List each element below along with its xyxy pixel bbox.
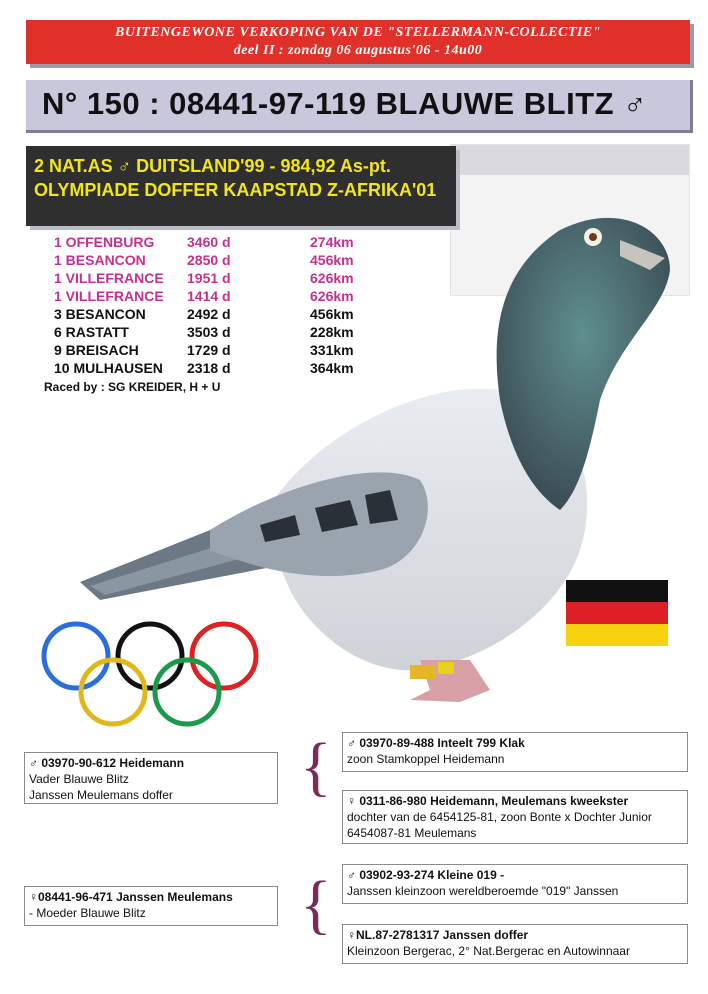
ff-desc: zoon Stamkoppel Heidemann — [347, 752, 505, 766]
result-distance: 456km — [310, 306, 354, 322]
result-place: 1 BESANCON — [54, 252, 146, 268]
father-desc: Janssen Meulemans doffer — [29, 788, 173, 802]
fm-ring: ♀ 0311-86-980 Heidemann, Meulemans kweekster — [347, 794, 629, 808]
pedigree-granddam-maternal — [342, 924, 688, 964]
result-distance: 228km — [310, 324, 354, 340]
pedigree-father — [24, 752, 278, 804]
result-distance: 456km — [310, 252, 354, 268]
achievement-line-2: OLYMPIADE DOFFER KAAPSTAD Z-AFRIKA'01 — [34, 180, 437, 200]
result-place: 9 BREISACH — [54, 342, 139, 358]
father-desc: Vader Blauwe Blitz — [29, 772, 129, 786]
mm-desc: Kleinzoon Bergerac, 2° Nat.Bergerac en Autowinnaar — [347, 944, 630, 958]
raced-by: Raced by : SG KREIDER, H + U — [44, 380, 221, 394]
result-place: 6 RASTATT — [54, 324, 129, 340]
pedigree-mother — [24, 886, 278, 926]
result-distance: 331km — [310, 342, 354, 358]
mm-ring: ♀NL.87-2781317 Janssen doffer — [347, 928, 529, 942]
sale-banner — [26, 20, 690, 64]
result-birds: 2492 d — [187, 306, 231, 322]
result-place: 10 MULHAUSEN — [54, 360, 163, 376]
pedigree-grandsire-paternal — [342, 732, 688, 772]
pedigree-granddam-paternal — [342, 790, 688, 844]
olympic-rings — [38, 616, 268, 736]
result-birds: 1951 d — [187, 270, 231, 286]
mf-ring: ♂ 03902-93-274 Kleine 019 - — [347, 868, 505, 882]
banner-line-2: deel II : zondag 06 augustus'06 - 14u00 — [233, 43, 483, 58]
result-place: 1 VILLEFRANCE — [54, 288, 164, 304]
fm-desc: dochter van de 6454125-81, zoon Bonte x Dochter Junior — [347, 810, 652, 824]
result-distance: 626km — [310, 270, 354, 286]
mother-ring: ♀08441-96-471 Janssen Meulemans — [29, 890, 233, 904]
germany-flag — [566, 580, 668, 646]
result-birds: 1414 d — [187, 288, 231, 304]
result-birds: 2318 d — [187, 360, 231, 376]
father-ring: ♂ 03970-90-612 Heidemann — [29, 756, 185, 770]
result-distance: 626km — [310, 288, 354, 304]
result-distance: 364km — [310, 360, 354, 376]
achievement-line-1: 2 NAT.AS ♂ DUITSLAND'99 - 984,92 As-pt. — [34, 156, 391, 176]
mother-desc: - Moeder Blauwe Blitz — [29, 906, 146, 920]
banner-line-1: BUITENGEWONE VERKOPING VAN DE "STELLERMANN-COLLECTIE" — [115, 25, 601, 40]
result-place: 1 OFFENBURG — [54, 234, 155, 250]
ff-ring: ♂ 03970-89-488 Inteelt 799 Klak — [347, 736, 525, 750]
result-birds: 2850 d — [187, 252, 231, 268]
pedigree-brace-top: { — [300, 730, 332, 803]
result-place: 3 BESANCON — [54, 306, 146, 322]
result-birds: 3503 d — [187, 324, 231, 340]
result-birds: 3460 d — [187, 234, 231, 250]
pigeon-title: N° 150 : 08441-97-119 BLAUWE BLITZ ♂ — [42, 86, 647, 121]
result-distance: 274km — [310, 234, 354, 250]
result-birds: 1729 d — [187, 342, 231, 358]
background-ghost-text — [150, 850, 153, 862]
pedigree-grandsire-maternal — [342, 864, 688, 904]
fm-desc: 6454087-81 Meulemans — [347, 826, 477, 840]
pedigree-brace-bottom: { — [300, 868, 332, 941]
mf-desc: Janssen kleinzoon wereldberoemde "019" Janssen — [347, 884, 619, 898]
result-place: 1 VILLEFRANCE — [54, 270, 164, 286]
title-bar — [26, 80, 693, 133]
